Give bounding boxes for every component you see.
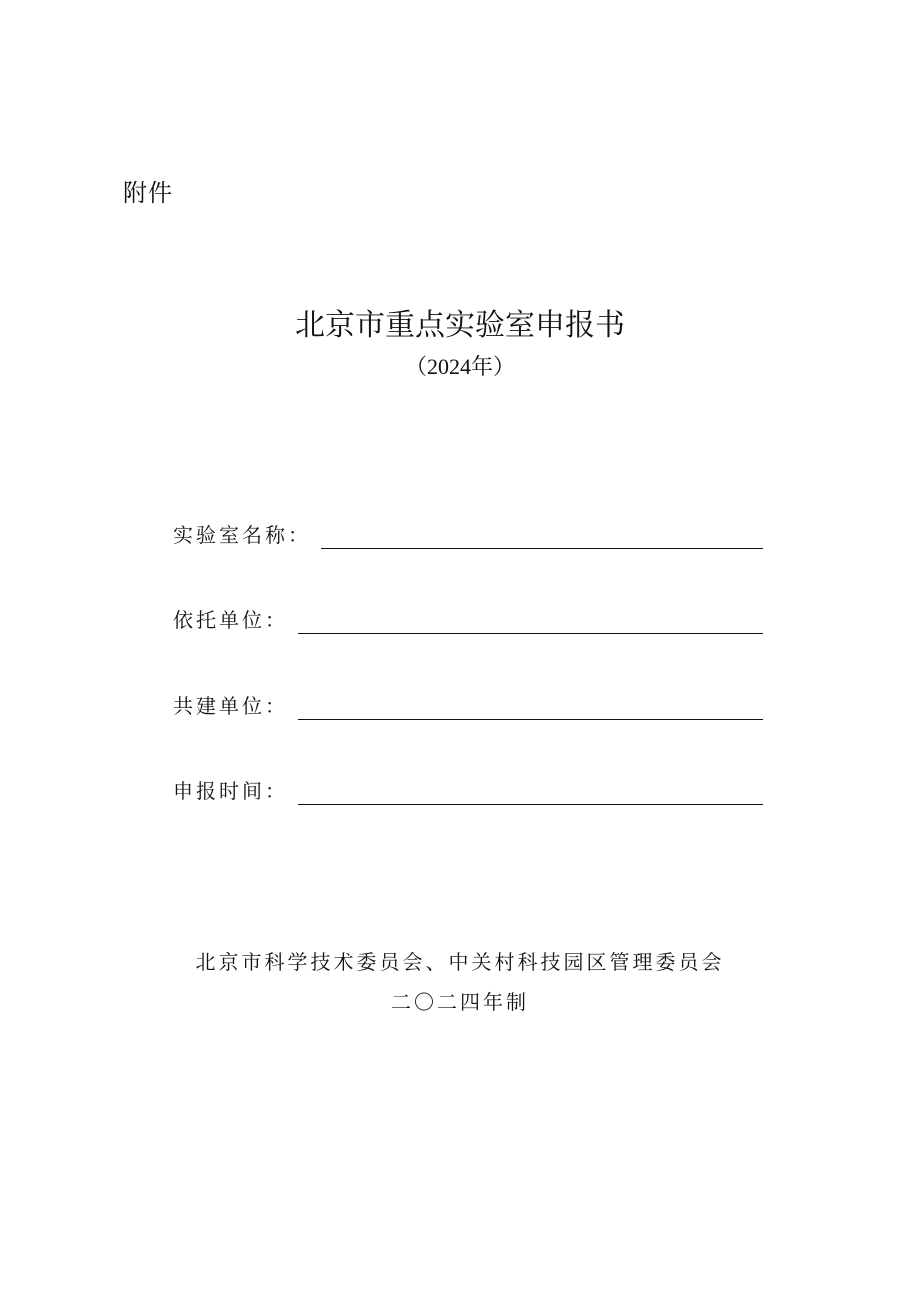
host-unit-line[interactable] bbox=[298, 605, 763, 634]
attachment-label: 附件 bbox=[123, 179, 173, 207]
form-field-lab-name bbox=[173, 509, 763, 549]
application-date-line[interactable] bbox=[298, 776, 763, 805]
lab-name-line[interactable] bbox=[321, 520, 763, 549]
form-field-co-builder-unit bbox=[173, 680, 763, 720]
co-builder-unit-label: 共建单位： bbox=[173, 694, 288, 718]
lab-name-label: 实验室名称： bbox=[173, 523, 311, 547]
document-year: （2024年） bbox=[404, 354, 515, 379]
document-title: 北京市重点实验室申报书 bbox=[295, 308, 625, 343]
host-unit-label: 依托单位： bbox=[173, 608, 288, 632]
application-date-label: 申报时间： bbox=[173, 779, 288, 803]
form-field-application-date bbox=[173, 765, 763, 805]
form-field-host-unit bbox=[173, 594, 763, 634]
issuer: 北京市科学技术委员会、中关村科技园区管理委员会 bbox=[195, 950, 725, 974]
issue-date: 二〇二四年制 bbox=[391, 990, 529, 1014]
co-builder-unit-line[interactable] bbox=[298, 691, 763, 720]
